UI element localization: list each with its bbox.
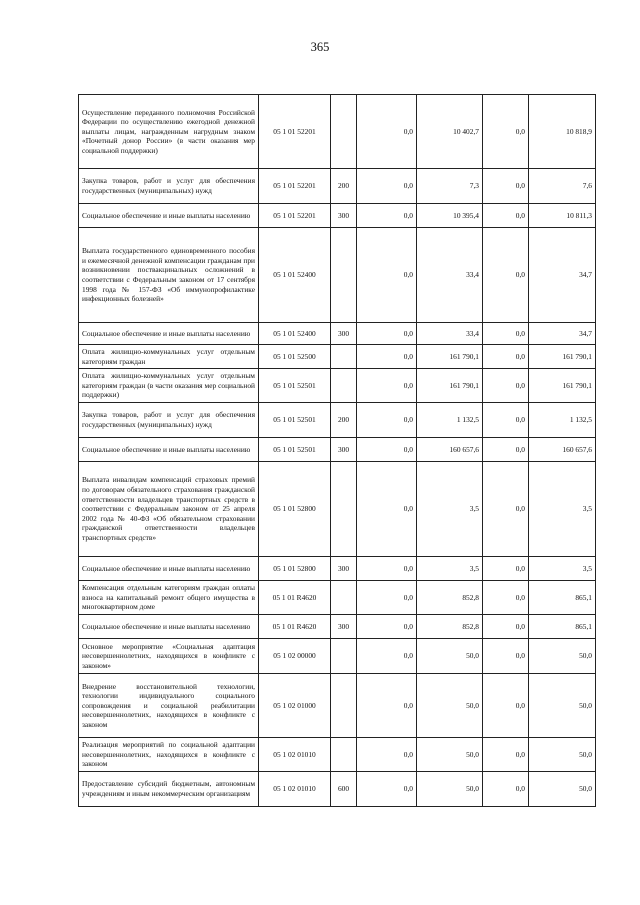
item-name: Внедрение восстановительной технологии, технологии индивидуального социального сопровождения и социальной реабилитации несовершеннолетних, находящихся в конфликте с законом xyxy=(79,674,259,738)
expense-type-code xyxy=(331,228,357,323)
amount-col-4: 34,7 xyxy=(529,323,596,345)
amount-col-2: 852,8 xyxy=(417,581,483,615)
item-name: Выплата государственного единовременного пособия и ежемесячной денежной компенсации гражданам при возникновении поствакцинальных осложнений в соответствии с Федеральным законом от 17 сентября 1998 года № 157-ФЗ «Об иммунопрофилактике инфекционных болезней» xyxy=(79,228,259,323)
amount-col-4: 1 132,5 xyxy=(529,403,596,438)
amount-col-2: 50,0 xyxy=(417,639,483,674)
table-row xyxy=(79,581,596,615)
amount-col-1: 0,0 xyxy=(357,772,417,807)
table-row xyxy=(79,403,596,438)
expense-type-code xyxy=(331,95,357,169)
expense-type-code: 600 xyxy=(331,772,357,807)
target-code: 05 1 01 R4620 xyxy=(259,615,331,639)
amount-col-1: 0,0 xyxy=(357,169,417,204)
budget-table xyxy=(78,94,596,807)
target-code: 05 1 01 52400 xyxy=(259,228,331,323)
expense-type-code: 300 xyxy=(331,204,357,228)
item-name: Выплата инвалидам компенсаций страховых премий по договорам обязательного страхования гражданской ответственности владельцев транспортных средств в соответствии с Федеральным законом от 25 апреля 2002 года № 40-ФЗ «Об обязательном страховании гражданской ответственности владельцев транспортных средств» xyxy=(79,462,259,557)
target-code: 05 1 01 52500 xyxy=(259,345,331,369)
target-code: 05 1 01 52400 xyxy=(259,323,331,345)
item-name: Социальное обеспечение и иные выплаты населению xyxy=(79,615,259,639)
amount-col-2: 1 132,5 xyxy=(417,403,483,438)
amount-col-2: 3,5 xyxy=(417,462,483,557)
amount-col-2: 3,5 xyxy=(417,557,483,581)
amount-col-2: 33,4 xyxy=(417,228,483,323)
amount-col-4: 50,0 xyxy=(529,772,596,807)
expense-type-code xyxy=(331,369,357,403)
amount-col-2: 50,0 xyxy=(417,674,483,738)
table-row xyxy=(79,345,596,369)
table-row xyxy=(79,369,596,403)
amount-col-3: 0,0 xyxy=(483,369,529,403)
table-row xyxy=(79,438,596,462)
amount-col-1: 0,0 xyxy=(357,323,417,345)
amount-col-2: 852,8 xyxy=(417,615,483,639)
item-name: Оплата жилищно-коммунальных услуг отдельным категориям граждан (в части оказания мер социальной поддержки) xyxy=(79,369,259,403)
amount-col-3: 0,0 xyxy=(483,95,529,169)
amount-col-2: 10 395,4 xyxy=(417,204,483,228)
table-body xyxy=(79,95,596,807)
amount-col-3: 0,0 xyxy=(483,228,529,323)
item-name: Социальное обеспечение и иные выплаты населению xyxy=(79,557,259,581)
amount-col-4: 7,6 xyxy=(529,169,596,204)
target-code: 05 1 02 01000 xyxy=(259,674,331,738)
amount-col-3: 0,0 xyxy=(483,438,529,462)
amount-col-1: 0,0 xyxy=(357,557,417,581)
amount-col-2: 50,0 xyxy=(417,772,483,807)
table-row xyxy=(79,674,596,738)
amount-col-3: 0,0 xyxy=(483,323,529,345)
amount-col-1: 0,0 xyxy=(357,345,417,369)
expense-type-code xyxy=(331,345,357,369)
table-row xyxy=(79,228,596,323)
item-name: Социальное обеспечение и иные выплаты населению xyxy=(79,323,259,345)
item-name: Реализация мероприятий по социальной адаптации несовершеннолетних, находящихся в конфликте с законом xyxy=(79,738,259,772)
amount-col-3: 0,0 xyxy=(483,462,529,557)
amount-col-1: 0,0 xyxy=(357,674,417,738)
amount-col-1: 0,0 xyxy=(357,95,417,169)
table-row xyxy=(79,557,596,581)
amount-col-2: 161 790,1 xyxy=(417,369,483,403)
expense-type-code xyxy=(331,674,357,738)
amount-col-3: 0,0 xyxy=(483,639,529,674)
amount-col-1: 0,0 xyxy=(357,228,417,323)
expense-type-code: 300 xyxy=(331,615,357,639)
amount-col-4: 865,1 xyxy=(529,615,596,639)
amount-col-4: 3,5 xyxy=(529,462,596,557)
expense-type-code: 300 xyxy=(331,323,357,345)
amount-col-3: 0,0 xyxy=(483,674,529,738)
target-code: 05 1 02 00000 xyxy=(259,639,331,674)
table-row xyxy=(79,169,596,204)
table-row xyxy=(79,204,596,228)
amount-col-3: 0,0 xyxy=(483,403,529,438)
amount-col-4: 161 790,1 xyxy=(529,345,596,369)
target-code: 05 1 01 52201 xyxy=(259,169,331,204)
item-name: Предоставление субсидий бюджетным, автономным учреждениям и иным некоммерческим организациям xyxy=(79,772,259,807)
amount-col-2: 33,4 xyxy=(417,323,483,345)
amount-col-3: 0,0 xyxy=(483,738,529,772)
amount-col-3: 0,0 xyxy=(483,345,529,369)
table-row xyxy=(79,738,596,772)
target-code: 05 1 01 52501 xyxy=(259,438,331,462)
target-code: 05 1 01 52201 xyxy=(259,204,331,228)
item-name: Оплата жилищно-коммунальных услуг отдельным категориям граждан xyxy=(79,345,259,369)
amount-col-1: 0,0 xyxy=(357,738,417,772)
table-row xyxy=(79,639,596,674)
amount-col-4: 865,1 xyxy=(529,581,596,615)
amount-col-2: 7,3 xyxy=(417,169,483,204)
amount-col-3: 0,0 xyxy=(483,169,529,204)
amount-col-4: 50,0 xyxy=(529,674,596,738)
amount-col-3: 0,0 xyxy=(483,581,529,615)
target-code: 05 1 01 52201 xyxy=(259,95,331,169)
amount-col-2: 161 790,1 xyxy=(417,345,483,369)
amount-col-4: 34,7 xyxy=(529,228,596,323)
amount-col-1: 0,0 xyxy=(357,369,417,403)
amount-col-1: 0,0 xyxy=(357,204,417,228)
item-name: Закупка товаров, работ и услуг для обеспечения государственных (муниципальных) нужд xyxy=(79,169,259,204)
table-row xyxy=(79,615,596,639)
item-name: Закупка товаров, работ и услуг для обеспечения государственных (муниципальных) нужд xyxy=(79,403,259,438)
amount-col-3: 0,0 xyxy=(483,615,529,639)
item-name: Основное мероприятие «Социальная адаптация несовершеннолетних, находящихся в конфликте с законом» xyxy=(79,639,259,674)
amount-col-3: 0,0 xyxy=(483,772,529,807)
target-code: 05 1 02 01010 xyxy=(259,772,331,807)
expense-type-code xyxy=(331,738,357,772)
table-row xyxy=(79,462,596,557)
target-code: 05 1 01 52800 xyxy=(259,557,331,581)
amount-col-1: 0,0 xyxy=(357,403,417,438)
amount-col-1: 0,0 xyxy=(357,615,417,639)
amount-col-2: 50,0 xyxy=(417,738,483,772)
expense-type-code: 300 xyxy=(331,557,357,581)
page-number: 365 xyxy=(310,40,330,54)
amount-col-4: 10 818,9 xyxy=(529,95,596,169)
table-row xyxy=(79,95,596,169)
item-name: Социальное обеспечение и иные выплаты населению xyxy=(79,204,259,228)
item-name: Осуществление переданного полномочия Российской Федерации по осуществлению ежегодной денежной выплаты лицам, награжденным нагрудным знаком «Почетный донор России» (в части оказания мер социальной поддержки) xyxy=(79,95,259,169)
amount-col-4: 10 811,3 xyxy=(529,204,596,228)
table-row xyxy=(79,323,596,345)
amount-col-3: 0,0 xyxy=(483,557,529,581)
expense-type-code xyxy=(331,462,357,557)
amount-col-4: 161 790,1 xyxy=(529,369,596,403)
expense-type-code xyxy=(331,581,357,615)
item-name: Социальное обеспечение и иные выплаты населению xyxy=(79,438,259,462)
target-code: 05 1 02 01010 xyxy=(259,738,331,772)
target-code: 05 1 01 R4620 xyxy=(259,581,331,615)
amount-col-1: 0,0 xyxy=(357,581,417,615)
target-code: 05 1 01 52501 xyxy=(259,369,331,403)
expense-type-code: 200 xyxy=(331,169,357,204)
amount-col-3: 0,0 xyxy=(483,204,529,228)
expense-type-code xyxy=(331,639,357,674)
target-code: 05 1 01 52501 xyxy=(259,403,331,438)
expense-type-code: 300 xyxy=(331,438,357,462)
amount-col-1: 0,0 xyxy=(357,462,417,557)
amount-col-4: 50,0 xyxy=(529,738,596,772)
amount-col-4: 3,5 xyxy=(529,557,596,581)
table-row xyxy=(79,772,596,807)
amount-col-2: 160 657,6 xyxy=(417,438,483,462)
expense-type-code: 200 xyxy=(331,403,357,438)
amount-col-2: 10 402,7 xyxy=(417,95,483,169)
amount-col-1: 0,0 xyxy=(357,438,417,462)
amount-col-4: 160 657,6 xyxy=(529,438,596,462)
amount-col-4: 50,0 xyxy=(529,639,596,674)
target-code: 05 1 01 52800 xyxy=(259,462,331,557)
amount-col-1: 0,0 xyxy=(357,639,417,674)
item-name: Компенсация отдельным категориям граждан оплаты взноса на капитальный ремонт общего имущества в многоквартирном доме xyxy=(79,581,259,615)
